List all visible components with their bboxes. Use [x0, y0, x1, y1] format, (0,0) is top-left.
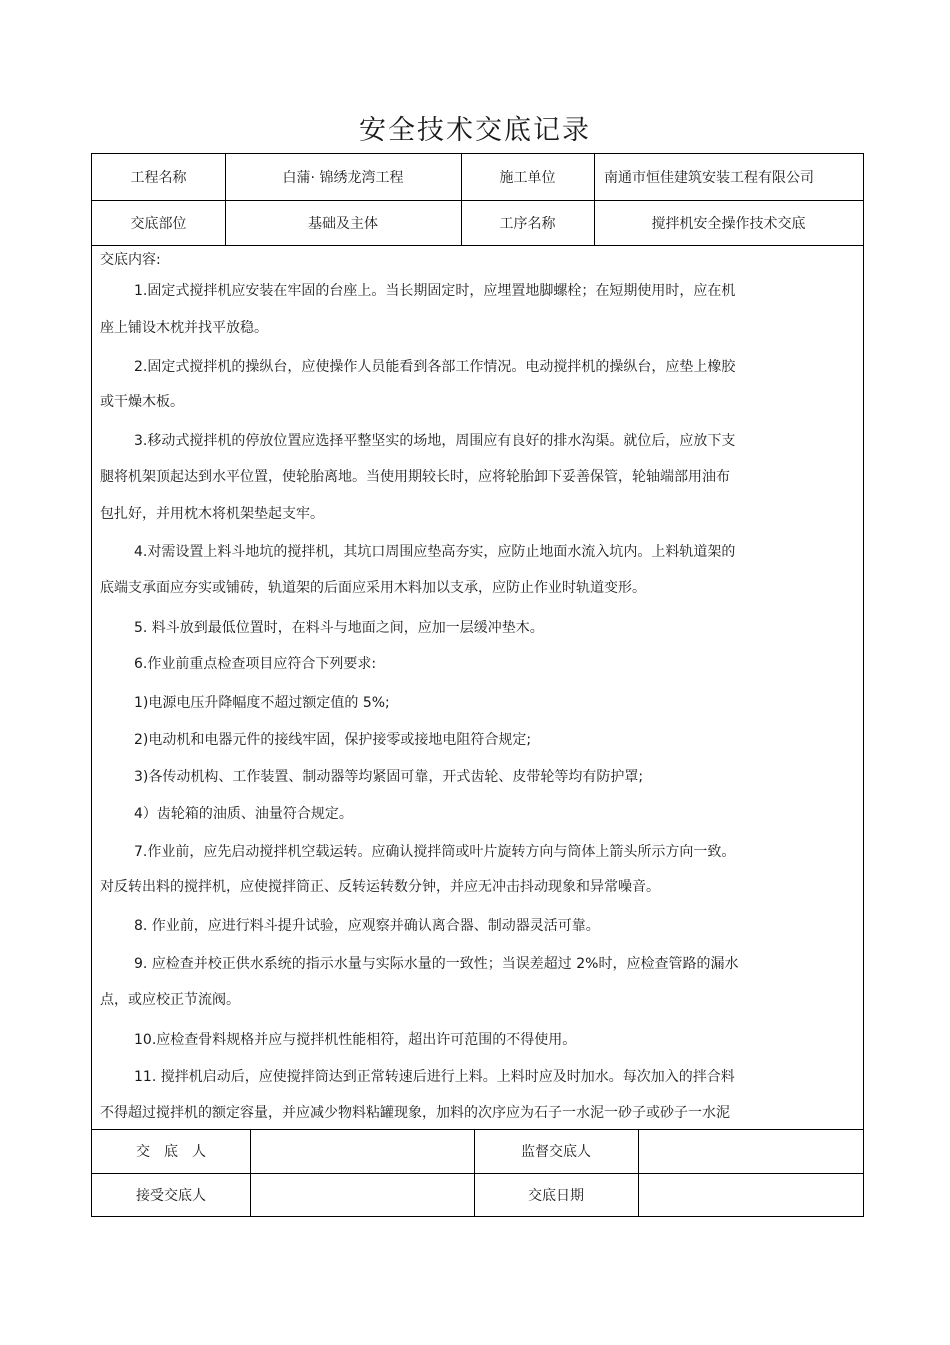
- content-label: 交底内容:: [100, 252, 161, 268]
- content-line: 或干燥木板。: [100, 394, 184, 410]
- content-line: 底端支承面应夯实或铺砖，轨道架的后面应采用木料加以支承，应防止作业时轨道变形。: [100, 580, 646, 596]
- content-line: 1)电源电压升降幅度不超过额定值的 5%;: [134, 695, 390, 711]
- content-line: 5. 料斗放到最低位置时，在料斗与地面之间，应加一层缓冲垫木。: [134, 620, 544, 636]
- content-line: 3)各传动机构、工作装置、制动器等均紧固可靠，开式齿轮、皮带轮等均有防护罩;: [134, 769, 644, 785]
- process-name-value: 搅拌机安全操作技术交底: [651, 215, 806, 232]
- content-line: 点，或应校正节流阀。: [100, 992, 240, 1008]
- content-line: 不得超过搅拌机的额定容量，并应减少物料粘罐现象，加料的次序应为石子一水泥一砂子或砂子一水泥: [100, 1105, 730, 1121]
- content-line: 2)电动机和电器元件的接线牢固，保护接零或接地电阻符合规定;: [134, 732, 532, 748]
- content-line: 4）齿轮箱的油质、油量符合规定。: [134, 806, 353, 822]
- disclosure-form-table: [91, 153, 864, 1217]
- disclosure-part-label: 交底部位: [130, 215, 187, 232]
- content-line: 6.作业前重点检查项目应符合下列要求:: [134, 656, 377, 672]
- content-line: 4.对需设置上料斗地坑的搅拌机，其坑口周围应垫高夯实，应防止地面水流入坑内。上料轨道架的: [134, 544, 736, 560]
- page-title: 安全技术交底记录: [359, 115, 591, 146]
- project-name-value: 白蒲· 锦绣龙湾工程: [282, 170, 404, 186]
- content-line: 2.固定式搅拌机的操纵台，应使操作人员能看到各部工作情况。电动搅拌机的操纵台，应垫上橡胶: [134, 359, 736, 375]
- date-label: 交底日期: [528, 1187, 584, 1204]
- content-line: 10.应检查骨料规格并应与搅拌机性能相符，超出许可范围的不得使用。: [134, 1032, 577, 1048]
- receiver-field[interactable]: [250, 1173, 474, 1216]
- row-divider: [92, 245, 863, 246]
- content-line: 包扎好，并用枕木将机架垫起支牢。: [100, 506, 324, 522]
- content-line: 1.固定式搅拌机应安装在牢固的台座上。当长期固定时，应埋置地脚螺栓；在短期使用时，应在机: [134, 283, 736, 299]
- content-line: 8. 作业前，应进行料斗提升试验，应观察并确认离合器、制动器灵活可靠。: [134, 918, 600, 934]
- content-line: 7.作业前，应先启动搅拌机空载运转。应确认搅拌筒或叶片旋转方向与筒体上箭头所示方向一致。: [134, 844, 736, 860]
- discloser-field[interactable]: [250, 1129, 474, 1173]
- content-line: 3.移动式搅拌机的停放位置应选择平整坚实的场地，周围应有良好的排水沟渠。就位后，应放下支: [134, 433, 736, 449]
- process-name-label: 工序名称: [499, 215, 556, 232]
- supervisor-label: 监督交底人: [521, 1144, 591, 1160]
- discloser-label: 交 底 人: [136, 1144, 206, 1160]
- content-line: 座上铺设木枕并找平放稳。: [100, 320, 268, 336]
- construction-unit-label: 施工单位: [499, 170, 556, 186]
- project-name-label: 工程名称: [130, 170, 187, 186]
- disclosure-part-value: 基础及主体: [308, 215, 378, 232]
- content-line: 9. 应检查并校正供水系统的指示水量与实际水量的一致性；当误差超过 2%时，应检查管路的漏水: [134, 956, 739, 972]
- disclosure-content: [92, 247, 863, 1129]
- content-line: 11. 搅拌机启动后，应使搅拌筒达到正常转速后进行上料。上料时应及时加水。每次加入的拌合料: [134, 1069, 735, 1085]
- content-line: 腿将机架顶起达到水平位置，使轮胎离地。当使用期较长时，应将轮胎卸下妥善保管，轮轴端部用油布: [100, 469, 730, 485]
- supervisor-field[interactable]: [638, 1129, 863, 1173]
- construction-unit-value: 南通市恒佳建筑安装工程有限公司: [604, 170, 814, 186]
- content-line: 对反转出料的搅拌机，应使搅拌筒正、反转运转数分钟，并应无冲击抖动现象和异常噪音。: [100, 879, 660, 895]
- receiver-label: 接受交底人: [136, 1187, 206, 1204]
- date-field[interactable]: [638, 1173, 863, 1216]
